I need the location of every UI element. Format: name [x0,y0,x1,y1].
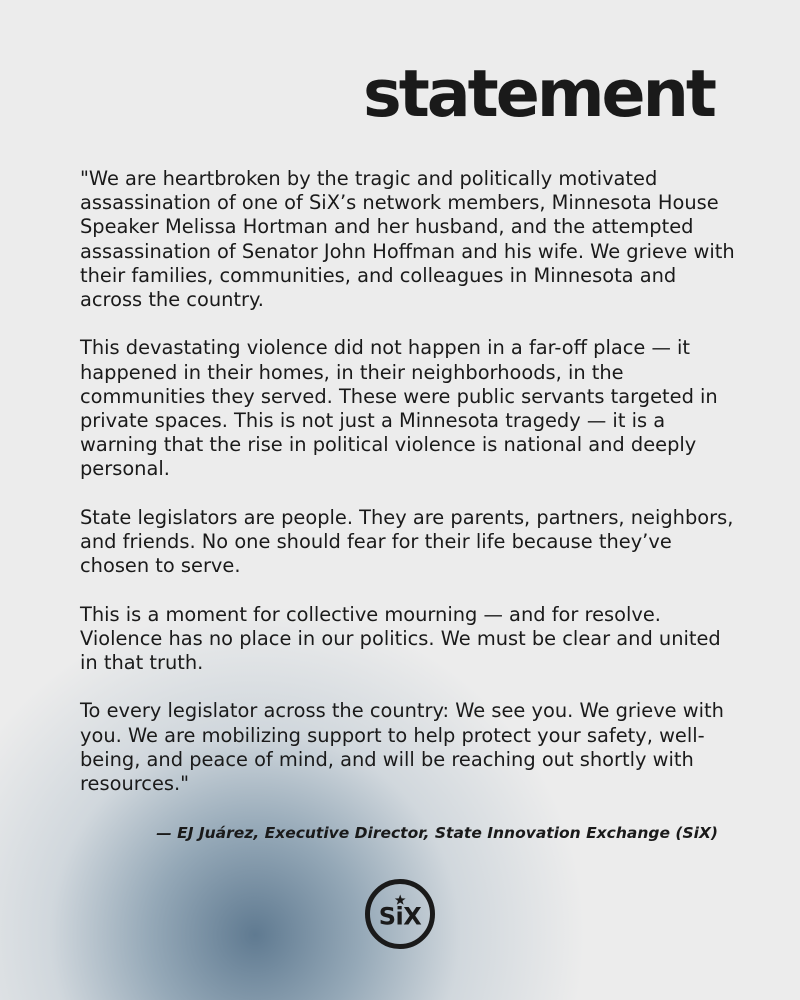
logo-text: SiX [378,902,422,931]
statement-paragraph: State legislators are people. They are parents, partners, neighbors, and friends. No one should fear for their life because they’ve chosen to serve. [80,505,734,578]
statement-paragraph: "We are heartbroken by the tragic and politically motivated assassination of one of SiX’s network members, Minnesota House Speaker Melissa Hortman and her husband, and the attempted assassination of Senator John Hoffman and his wife. We grieve with their families, communities, and colleagues in Minnesota and across the country. [80,167,735,312]
six-logo-icon [364,878,436,950]
statement-paragraph: To every legislator across the country: We see you. We grieve with you. We are mobilizing support to help protect your safety, well-being, and peace of mind, and will be reaching out shortly with resources." [80,699,724,796]
statement-body [80,167,740,796]
statement-paragraph: This is a moment for collective mourning — and for resolve. Violence has no place in our politics. We must be clear and united in that truth. [80,602,721,675]
statement-paragraph: This devastating violence did not happen in a far-off place — it happened in their homes, in their neighborhoods, in the communities they served. These were public servants targeted in private spaces. This is not just a Minnesota tragedy — it is a warning that the rise in political violence is national and deeply personal. [80,336,718,481]
page-title: statement [363,57,714,132]
statement-attribution: — EJ Juárez, Executive Director, State Innovation Exchange (SiX) [156,824,718,842]
